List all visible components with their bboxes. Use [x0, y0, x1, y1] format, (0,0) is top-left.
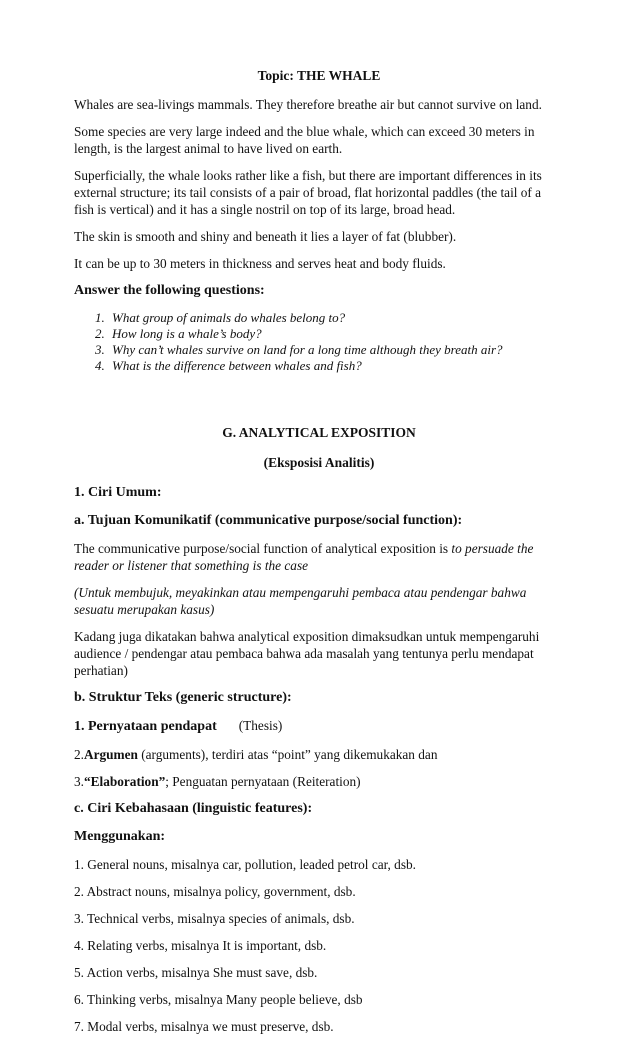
ciri-umum-heading: 1. Ciri Umum:: [74, 485, 162, 500]
tujuan-text-italic: to persuade the reader or listener that something is the case: [74, 541, 534, 573]
struktur-item-3-text: ; Penguatan pernyataan (Reiteration): [165, 774, 361, 789]
struktur-item-3: [74, 773, 564, 790]
topic-title: Topic: THE WHALE: [257, 68, 381, 83]
tujuan-text-plain: The communicative purpose/social function of analytical exposition is: [74, 541, 452, 556]
section-title: G. ANALYTICAL EXPOSITION: [222, 425, 416, 440]
spacer: [74, 374, 564, 424]
ciri-kebahasaan-heading: c. Ciri Kebahasaan (linguistic features):: [74, 801, 313, 816]
menggunakan-heading: Menggunakan:: [74, 829, 166, 844]
whale-paragraph-5: It can be up to 30 meters in thickness and serves heat and body fluids.: [74, 256, 446, 271]
struktur-item-1: [74, 717, 564, 736]
linguistic-feature-item: 3. Technical verbs, misalnya species of animals, dsb.: [74, 911, 355, 926]
linguistic-feature-item: 4. Relating verbs, misalnya It is important, dsb.: [74, 938, 327, 953]
section-subtitle: (Eksposisi Analitis): [263, 455, 375, 470]
struktur-item-1-label: 1. Pernyataan pendapat: [74, 719, 217, 734]
questions-heading: Answer the following questions:: [74, 283, 265, 298]
document-page: [74, 68, 564, 1045]
linguistic-feature-item: 6. Thinking verbs, misalnya Many people believe, dsb: [74, 992, 363, 1007]
struktur-item-3-label: “Elaboration”: [83, 774, 166, 789]
struktur-item-2-label: Argumen: [83, 747, 138, 762]
whale-paragraph-1: Whales are sea-livings mammals. They therefore breathe air but cannot survive on land.: [74, 97, 542, 112]
tujuan-extra: Kadang juga dikatakan bahwa analytical exposition dimaksudkan untuk mempengaruhi audience / pendengar atau pembaca bahwa ada masalah yang tentunya perlu mendapat perhatian): [74, 629, 540, 678]
tujuan-translation: (Untuk membujuk, meyakinkan atau mempengaruhi pembaca atau pendengar bahwa sesuatu merupakan kasus): [74, 585, 527, 617]
struktur-item-1-hint: (Thesis): [238, 718, 283, 733]
question-item: 4. What is the difference between whales and fish?: [108, 358, 564, 374]
struktur-item-2-num: 2.: [74, 747, 84, 762]
question-item: 2. How long is a whale’s body?: [108, 326, 564, 342]
struktur-item-2-text: (arguments), terdiri atas “point” yang dikemukakan dan: [137, 747, 438, 762]
linguistic-feature-item: 5. Action verbs, misalnya She must save, dsb.: [74, 965, 318, 980]
whale-paragraph-3: Superficially, the whale looks rather like a fish, but there are important differences in its external structure; its tail consists of a pair of broad, flat horizontal paddles (the tail of a fish is vertical) and it has a single nostril on top of its large, broad head.: [74, 168, 542, 217]
tujuan-text: [74, 540, 564, 574]
struktur-item-2: [74, 746, 564, 763]
whale-paragraph-4: The skin is smooth and shiny and beneath it lies a layer of fat (blubber).: [74, 229, 457, 244]
struktur-item-3-num: 3.: [74, 774, 84, 789]
questions-list: [74, 310, 564, 374]
tujuan-heading: a. Tujuan Komunikatif (communicative purpose/social function):: [74, 513, 463, 528]
linguistic-feature-item: 1. General nouns, misalnya car, pollution, leaded petrol car, dsb.: [74, 857, 416, 872]
question-item: 3. Why can’t whales survive on land for a long time although they breath air?: [108, 342, 564, 358]
struktur-heading: b. Struktur Teks (generic structure):: [74, 690, 292, 705]
linguistic-feature-item: 7. Modal verbs, misalnya we must preserve, dsb.: [74, 1019, 334, 1034]
linguistic-feature-item: 2. Abstract nouns, misalnya policy, government, dsb.: [74, 884, 356, 899]
question-item: 1. What group of animals do whales belong to?: [108, 310, 564, 326]
whale-paragraph-2: Some species are very large indeed and the blue whale, which can exceed 30 meters in length, is the largest animal to have lived on earth.: [74, 124, 535, 156]
